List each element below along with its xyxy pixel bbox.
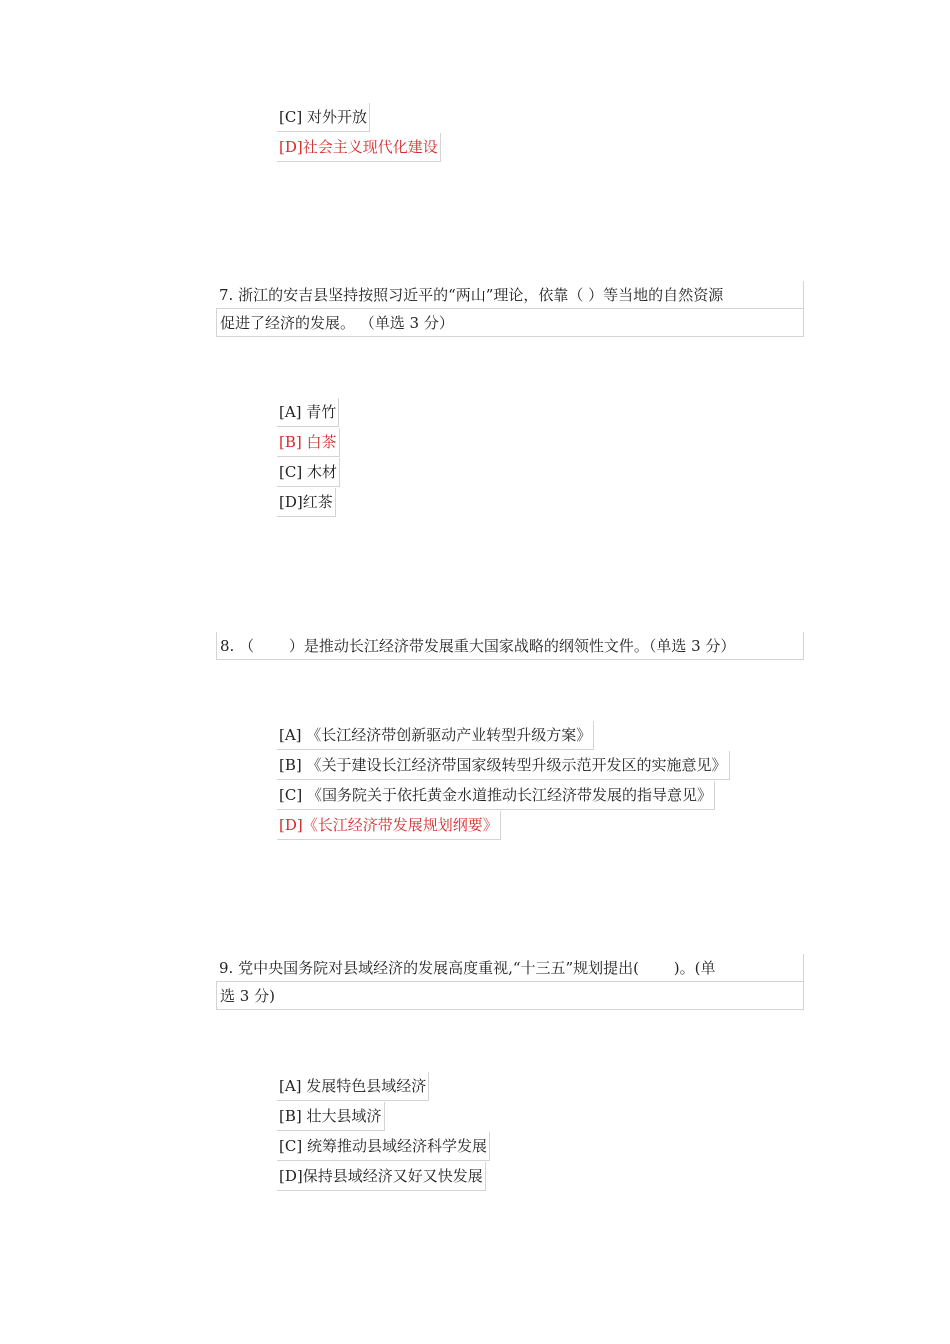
question-text-line: 选 3 分) xyxy=(216,982,804,1010)
option-c[interactable]: [C] 统筹推动县域经济科学发展 xyxy=(277,1132,490,1161)
question-9 xyxy=(216,954,804,1010)
question-text-line: 促进了经济的发展。 （单选 3 分） xyxy=(216,309,804,337)
option-list-q7 xyxy=(277,398,340,518)
option-c[interactable]: [C] 对外开放 xyxy=(277,103,370,132)
question-text-line: 7. 浙江的安吉县坚持按照习近平的“两山”理论，依靠（ ）等当地的自然资源 xyxy=(216,281,804,309)
option-b-correct[interactable]: [B] 白茶 xyxy=(277,428,340,457)
option-b[interactable]: [B] 壮大县域济 xyxy=(277,1102,385,1131)
option-d[interactable]: [D]保持县域经济又好又快发展 xyxy=(277,1162,486,1191)
question-7 xyxy=(216,281,804,337)
option-list-carryover xyxy=(277,103,441,163)
option-c[interactable]: [C] 木材 xyxy=(277,458,340,487)
option-list-q8 xyxy=(277,721,730,841)
option-a[interactable]: [A] 发展特色县域经济 xyxy=(277,1072,429,1101)
option-a[interactable]: [A] 《长江经济带创新驱动产业转型升级方案》 xyxy=(277,721,594,750)
option-d-correct[interactable]: [D]《长江经济带发展规划纲要》 xyxy=(277,811,501,840)
question-text-line: 8. （ ）是推动长江经济带发展重大国家战略的纲领性文件。（单选 3 分） xyxy=(216,632,804,660)
option-d-correct[interactable]: [D]社会主义现代化建设 xyxy=(277,133,441,162)
option-a[interactable]: [A] 青竹 xyxy=(277,398,339,427)
option-b[interactable]: [B] 《关于建设长江经济带国家级转型升级示范开发区的实施意见》 xyxy=(277,751,730,780)
option-list-q9 xyxy=(277,1072,490,1192)
option-d[interactable]: [D]红茶 xyxy=(277,488,336,517)
question-text-line: 9. 党中央国务院对县域经济的发展高度重视,“十三五”规划提出( )。(单 xyxy=(216,954,804,982)
option-c[interactable]: [C] 《国务院关于依托黄金水道推动长江经济带发展的指导意见》 xyxy=(277,781,715,810)
question-8 xyxy=(216,632,804,660)
